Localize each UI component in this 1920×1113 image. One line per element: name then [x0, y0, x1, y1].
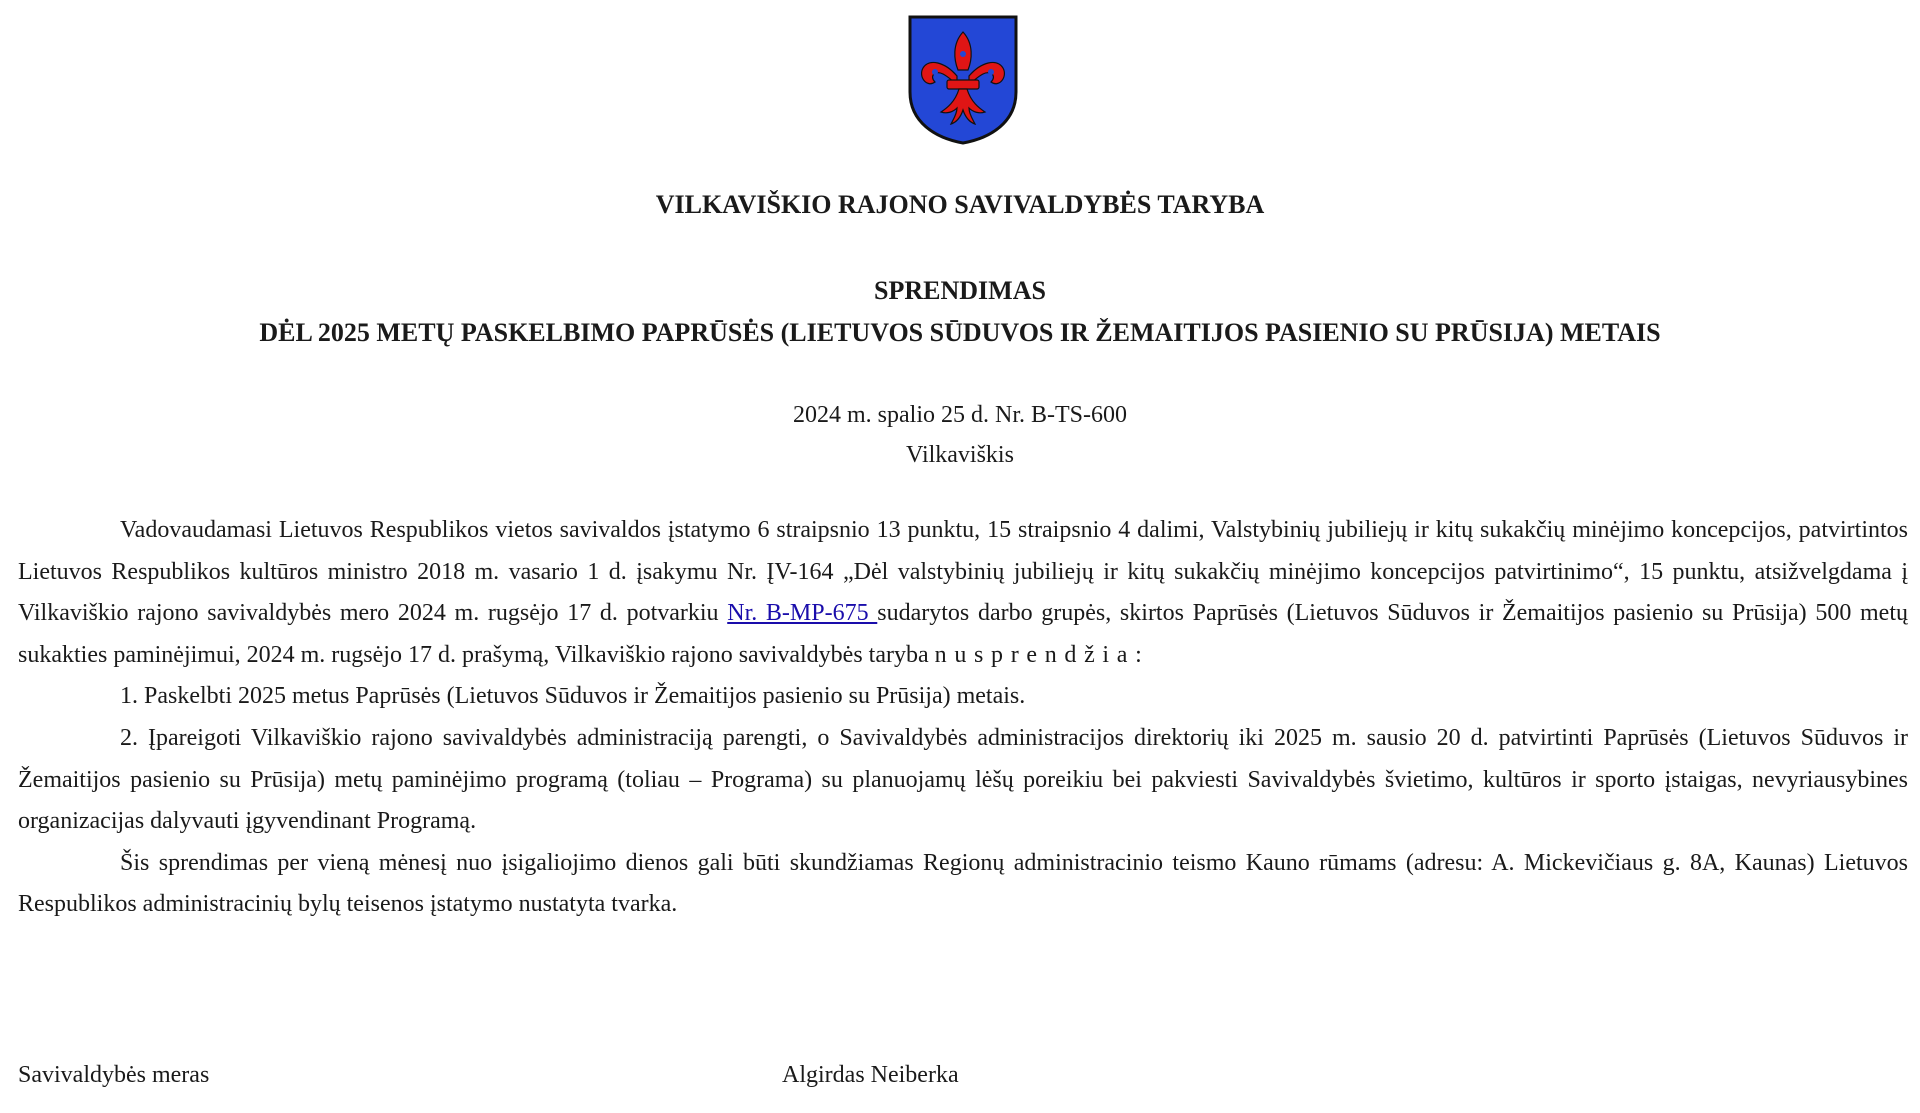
council-name: VILKAVIŠKIO RAJONO SAVIVALDYBĖS TARYBA [655, 190, 1265, 219]
order-link[interactable]: Nr. B-MP-675 [727, 600, 878, 627]
decision-body [18, 510, 1908, 926]
preamble-paragraph [18, 510, 1908, 676]
appeal-paragraph: Šis sprendimas per vieną mėnesį nuo įsigaliojimo dienos gali būti skundžiamas Regionų administracinio teismo Kauno rūmams (adresu: A. Mickevičiaus g. 8A, Kaunas) Lietuvos Respublikos administracinių bylų teisenos įstatymo nustatyta tvarka. [18, 849, 1908, 918]
document-type: SPRENDIMAS [874, 276, 1046, 305]
decision-item-2: 2. Įpareigoti Vilkaviškio rajono savivaldybės administraciją parengti, o Savivaldybės administracijos direktorių iki 2025 m. sausio 20 d. patvirtinti Paprūsės (Lietuvos Sūduvos ir Žemaitijos pasienio su Prūsija) metų paminėjimo programą (toliau – Programa) su planuojamų lėšų poreikiu bei pakviesti Savivaldybės švietimo, kultūros ir sporto įstaigas, nevyriausybines organizacijas dalyvauti įgyvendinant Programą. [18, 724, 1908, 835]
preamble-text: Vadovaudamasi Lietuvos Respublikos vietos savivaldos įstatymo 6 straipsnio 13 punktu, 15 straipsnio 4 dalimi, Valstybinių jubiliejų ir kitų sukakčių minėjimo koncepcijos, patvirtintos Lietuvos Respublikos kultūros ministro 2018 m. vasario 1 d. įsakymu Nr. ĮV-164 „Dėl valstybinių jubiliejų ir kitų sukakčių minėjimo koncepcijos patvirtinimo“, 15 punktu, atsižvelgdama į Vilkaviškio rajono savivaldybės mero 2024 m. rugsėjo 17 d. potvarkiu [18, 517, 1908, 627]
document-title: DĖL 2025 METŲ PASKELBIMO PAPRŪSĖS (LIETUVOS SŪDUVOS IR ŽEMAITIJOS PASIENIO SU PRŪSIJA) METAIS [259, 318, 1661, 347]
coat-of-arms-icon [907, 14, 1019, 146]
place-of-issue: Vilkaviškis [906, 442, 1014, 468]
signatory-title: Savivaldybės meras [18, 1062, 210, 1088]
decision-item-1: 1. Paskelbti 2025 metus Paprūsės (Lietuvos Sūduvos ir Žemaitijos pasienio su Prūsija) metais. [120, 683, 1026, 710]
preamble-text-continued: sudarytos darbo grupės, skirtos Paprūsės (Lietuvos Sūduvos ir Žemaitijos pasienio su Prūsija) 500 metų sukakties paminėjimui, 2024 m. rugsėjo 17 d. prašymą, Vilkaviškio rajono savivaldybės taryba [18, 600, 1908, 668]
decides-colon: : [1135, 641, 1142, 668]
decides-word: nusprendžia [934, 641, 1136, 668]
signatory-name: Algirdas Neiberka [782, 1062, 959, 1088]
date-and-number: 2024 m. spalio 25 d. Nr. B-TS-600 [793, 402, 1127, 428]
